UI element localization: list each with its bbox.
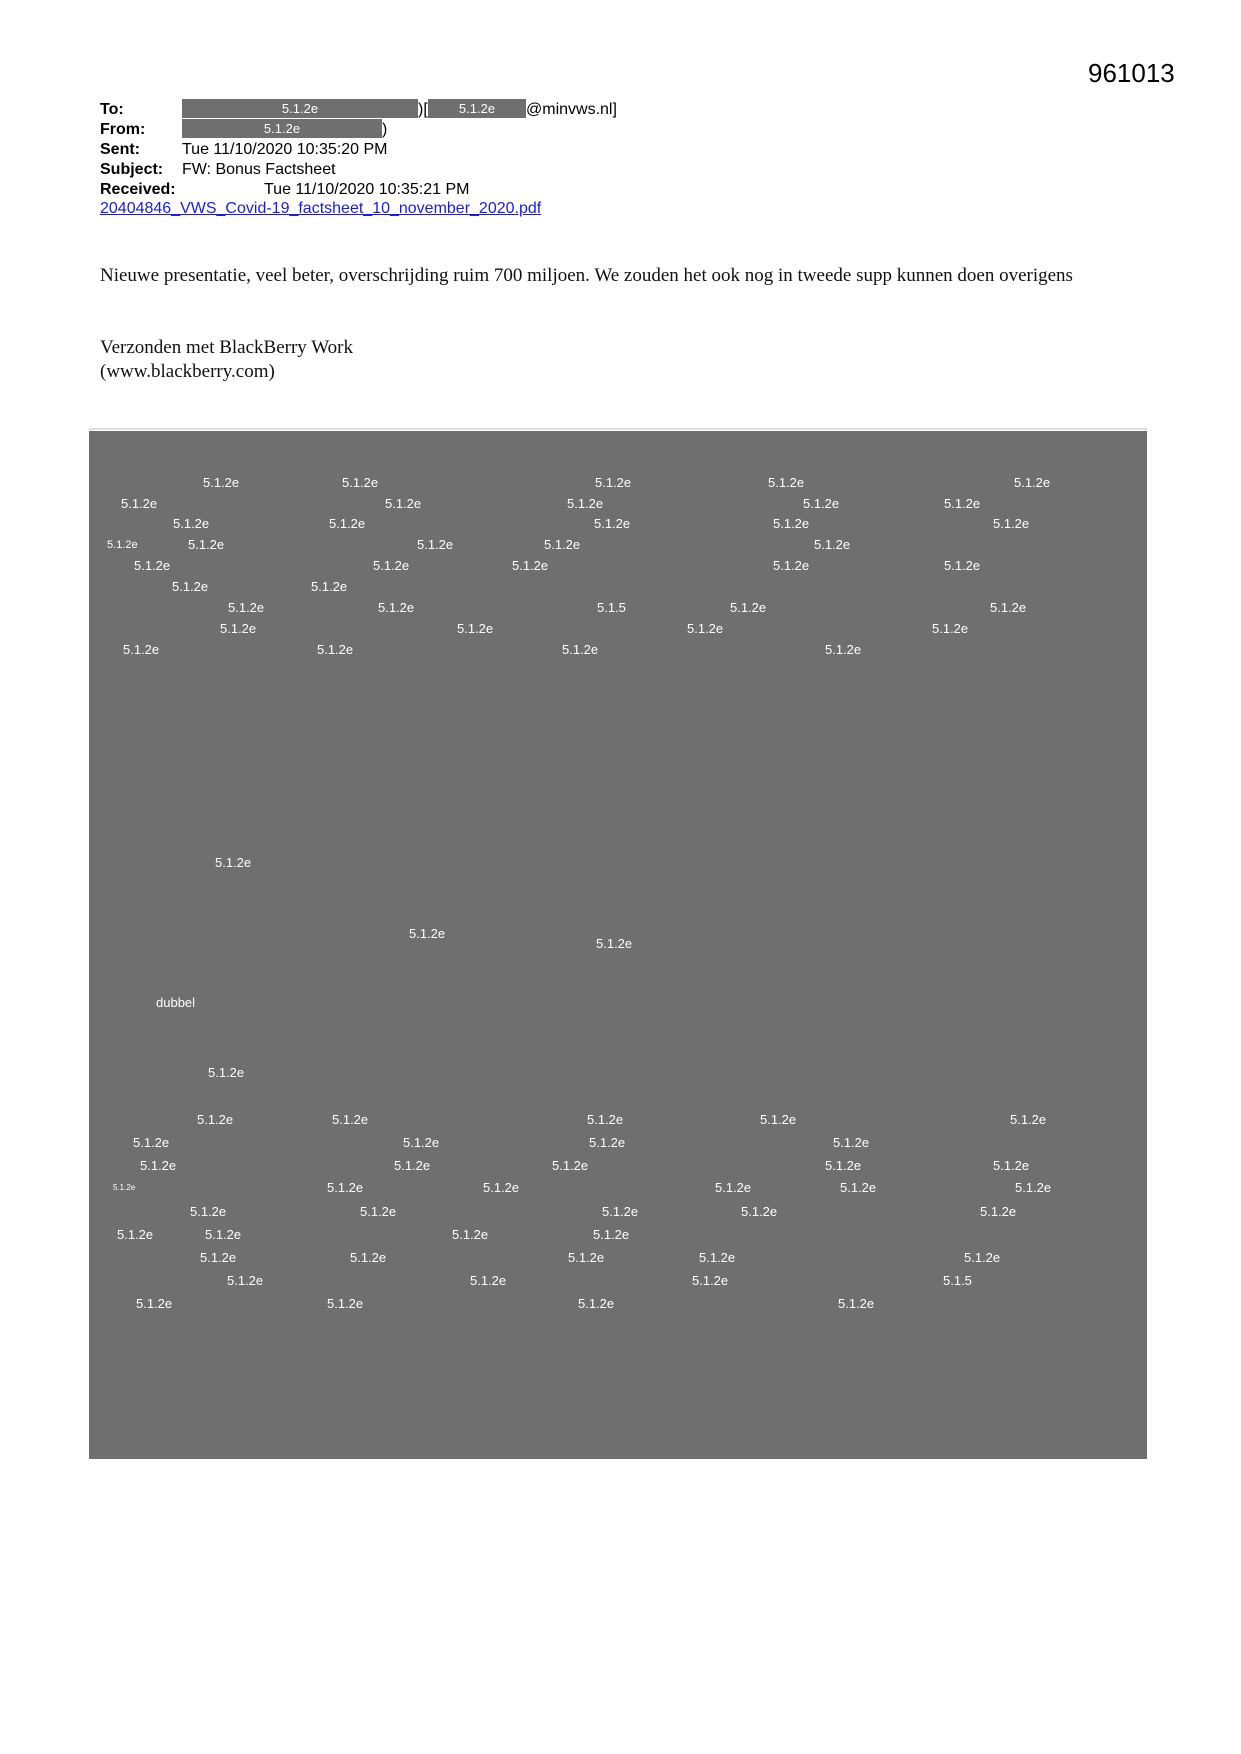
redaction-code: 5.1.2e	[329, 516, 366, 531]
separator-line	[89, 428, 1147, 430]
redaction-code: 5.1.2e	[552, 1158, 589, 1173]
redaction-code: 5.1.2e	[342, 475, 379, 490]
redaction-code: 5.1.2e	[208, 1065, 245, 1080]
redaction-code: 5.1.2e	[173, 516, 210, 531]
redaction-code: 5.1.5	[943, 1273, 972, 1288]
attachment-link[interactable]: 20404846_VWS_Covid-19_factsheet_10_november_2020.pdf	[100, 200, 542, 217]
from-row	[100, 120, 182, 140]
redaction-code: 5.1.2e	[944, 496, 981, 511]
redaction-code: 5.1.2e	[715, 1180, 752, 1195]
redaction-code: 5.1.2e	[544, 537, 581, 552]
redaction-code: 5.1.2e	[993, 1158, 1030, 1173]
redaction-code: 5.1.2e	[205, 1227, 242, 1242]
redaction-code: 5.1.2e	[833, 1135, 870, 1150]
redaction-code: 5.1.2e	[134, 558, 171, 573]
redaction-code: 5.1.2e	[1010, 1112, 1047, 1127]
redaction-code: 5.1.2e	[932, 621, 969, 636]
sent-value: Tue 11/10/2020 10:35:20 PM	[182, 141, 388, 158]
sent-row	[100, 140, 387, 160]
redaction-code: 5.1.2e	[403, 1135, 440, 1150]
redaction-code: 5.1.2e	[814, 537, 851, 552]
redaction-code: 5.1.2e	[220, 621, 257, 636]
redaction-code: 5.1.2e	[562, 642, 599, 657]
subject-label: Subject:	[100, 161, 164, 178]
subject-value: FW: Bonus Factsheet	[182, 161, 336, 178]
redaction-code: 5.1.2e	[596, 936, 633, 951]
redaction-code: 5.1.2e	[589, 1135, 626, 1150]
redaction-code: 5.1.2e	[567, 496, 604, 511]
redaction-code: 5.1.2e	[578, 1296, 615, 1311]
from-redaction: 5.1.2e	[182, 119, 382, 138]
redaction-code: 5.1.2e	[1014, 475, 1051, 490]
redaction-code: 5.1.2e	[741, 1204, 778, 1219]
redaction-code: 5.1.2e	[200, 1250, 237, 1265]
redaction-code: 5.1.2e	[190, 1204, 227, 1219]
redaction-code: 5.1.2e	[136, 1296, 173, 1311]
redaction-code: 5.1.2e	[203, 475, 240, 490]
redaction-code: 5.1.2e	[140, 1158, 177, 1173]
to-domain: @minvws.nl]	[526, 101, 617, 118]
redaction-code: 5.1.2e	[123, 642, 160, 657]
redaction-code: 5.1.2e	[394, 1158, 431, 1173]
redaction-code: 5.1.2e	[838, 1296, 875, 1311]
redaction-code: 5.1.2e	[587, 1112, 624, 1127]
redaction-code: 5.1.2e	[470, 1273, 507, 1288]
redaction-code: 5.1.2e	[215, 855, 252, 870]
redaction-code: 5.1.2e	[409, 926, 446, 941]
redaction-code: 5.1.2e	[378, 600, 415, 615]
redaction-code: 5.1.2e	[773, 558, 810, 573]
redaction-code: 5.1.2e	[107, 539, 138, 551]
redaction-code: 5.1.2e	[595, 475, 632, 490]
to-redaction-1: 5.1.2e	[182, 99, 418, 118]
to-row	[100, 100, 182, 120]
redaction-code: 5.1.2e	[768, 475, 805, 490]
redaction-code: 5.1.2e	[594, 516, 631, 531]
redaction-code: 5.1.2e	[113, 1183, 136, 1192]
redaction-note: dubbel	[156, 995, 196, 1010]
redaction-code: 5.1.2e	[373, 558, 410, 573]
subject-row	[100, 160, 336, 180]
redaction-code: 5.1.2e	[121, 496, 158, 511]
redaction-code: 5.1.2e	[457, 621, 494, 636]
document-number: 961013	[1088, 58, 1175, 88]
redaction-code: 5.1.5	[597, 600, 626, 615]
redaction-code: 5.1.2e	[197, 1112, 234, 1127]
redaction-code: 5.1.2e	[980, 1204, 1017, 1219]
redaction-code: 5.1.2e	[483, 1180, 520, 1195]
redaction-code: 5.1.2e	[227, 1273, 264, 1288]
redaction-code: 5.1.2e	[964, 1250, 1001, 1265]
received-value: Tue 11/10/2020 10:35:21 PM	[264, 181, 470, 198]
signature-line-1: Verzonden met BlackBerry Work	[100, 337, 353, 358]
redaction-code: 5.1.2e	[825, 642, 862, 657]
redaction-code: 5.1.2e	[1015, 1180, 1052, 1195]
signature-line-2: (www.blackberry.com)	[100, 361, 275, 382]
redaction-code: 5.1.2e	[568, 1250, 605, 1265]
redaction-code: 5.1.2e	[327, 1296, 364, 1311]
redaction-code: 5.1.2e	[990, 600, 1027, 615]
redaction-code: 5.1.2e	[512, 558, 549, 573]
redaction-block	[89, 431, 1147, 1459]
redaction-code: 5.1.2e	[699, 1250, 736, 1265]
redaction-code: 5.1.2e	[840, 1180, 877, 1195]
redaction-code: 5.1.2e	[188, 537, 225, 552]
received-label: Received:	[100, 181, 176, 198]
redaction-code: 5.1.2e	[730, 600, 767, 615]
to-label: To:	[100, 101, 124, 118]
redaction-code: 5.1.2e	[452, 1227, 489, 1242]
redaction-code: 5.1.2e	[117, 1227, 154, 1242]
redaction-code: 5.1.2e	[311, 579, 348, 594]
redaction-code: 5.1.2e	[350, 1250, 387, 1265]
redaction-code: 5.1.2e	[332, 1112, 369, 1127]
redaction-code: 5.1.2e	[825, 1158, 862, 1173]
redaction-code: 5.1.2e	[593, 1227, 630, 1242]
from-label: From:	[100, 121, 146, 138]
message-body: Nieuwe presentatie, veel beter, overschrijding ruim 700 miljoen. We zouden het ook nog in tweede supp kunnen doen overigens	[100, 265, 1073, 286]
redaction-code: 5.1.2e	[360, 1204, 397, 1219]
redaction-code: 5.1.2e	[172, 579, 209, 594]
redaction-code: 5.1.2e	[773, 516, 810, 531]
redaction-code: 5.1.2e	[417, 537, 454, 552]
to-separator: )[	[418, 101, 428, 118]
redaction-code: 5.1.2e	[327, 1180, 364, 1195]
received-row	[100, 180, 469, 200]
redaction-code: 5.1.2e	[385, 496, 422, 511]
to-redaction-2: 5.1.2e	[428, 99, 526, 118]
redaction-code: 5.1.2e	[760, 1112, 797, 1127]
from-close: )	[382, 121, 388, 138]
sent-label: Sent:	[100, 141, 140, 158]
redaction-code: 5.1.2e	[692, 1273, 729, 1288]
redaction-code: 5.1.2e	[133, 1135, 170, 1150]
redaction-code: 5.1.2e	[687, 621, 724, 636]
redaction-code: 5.1.2e	[602, 1204, 639, 1219]
redaction-code: 5.1.2e	[228, 600, 265, 615]
redaction-code: 5.1.2e	[993, 516, 1030, 531]
redaction-code: 5.1.2e	[317, 642, 354, 657]
redaction-code: 5.1.2e	[944, 558, 981, 573]
redaction-code: 5.1.2e	[803, 496, 840, 511]
